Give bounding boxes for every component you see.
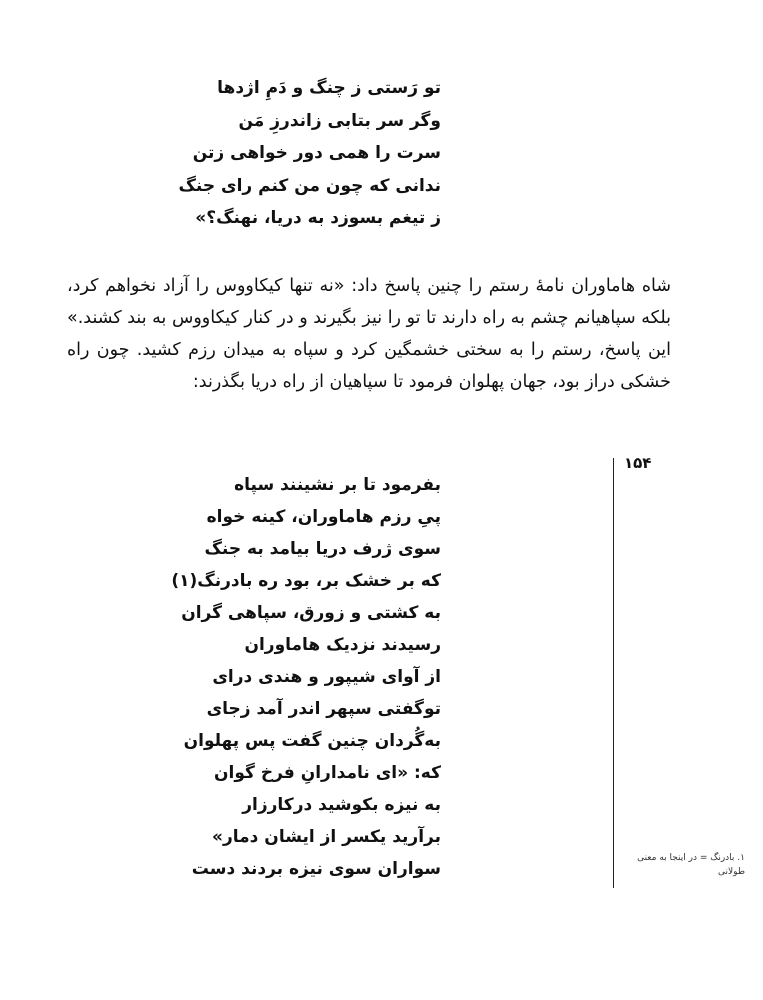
verse-line: توگفتی سپهر اندر آمد زجای: [206, 699, 441, 719]
verse-line: ز تیغم بسوزد به دریا، نهنگ؟»: [195, 208, 441, 228]
verse-line: رسیدند نزدیک هاماوران: [244, 635, 441, 655]
verse-line: به‌گُردان چنین گفت پس پهلوان: [183, 731, 441, 751]
page-number: ۱۵۴: [624, 454, 652, 472]
verse-line: از آوای شیپور و هندی درای: [212, 667, 441, 687]
margin-divider: [613, 458, 614, 888]
verse-line: وگر سر بتابی زاندرزِ مَن: [238, 110, 441, 131]
verse-line: به نیزه بکوشید درکارزار: [242, 795, 441, 815]
verse-line: پیِ رزم هاماوران، کینه خواه: [206, 507, 441, 527]
verse-line: برآرید یکسر از ایشان دمار»: [211, 827, 441, 847]
verse-line: که: «ای نامدارانِ فرخ گوان: [214, 763, 441, 783]
verse-line: بفرمود تا بر نشینند سپاه: [234, 475, 441, 495]
verse-line: که بر خشک بر، بود ره بادرنگ(۱): [171, 571, 441, 591]
verse-line: سوی ژرف دریا بیامد به جنگ: [204, 539, 441, 559]
verse-line: سرت را همی دور خواهی زتن: [192, 143, 441, 163]
verse-line: سواران سوی نیزه بردند دست: [191, 859, 441, 879]
verse-line: به کشتی و زورق، سپاهی گران: [181, 603, 441, 623]
verse-block-bottom: [171, 469, 441, 885]
footnote: ۱. بادرنگ = در اینجا به معنی طولانی: [637, 853, 745, 877]
verse-line: تو رَستی ز چنگ و دَمِ اژدها: [217, 78, 441, 98]
verse-line: ندانی که چون من کنم رای جنگ: [178, 175, 441, 196]
prose-paragraph: شاه هاماوران نامۀ رستم را چنین پاسخ داد: «نه تنها کیکاووس را آزاد نخواهم کرد، بلکه سپاهیانم چشم به راه دارند تا تو را نیز بگیرند و در کنار کیکاووس به بند کشند.» این پاسخ، رستم را به سختی خشمگین کرد و سپاه به میدان رزم کشید. چون راه خشکی دراز بود، جهان پهلوان فرمود تا سپاهیان از راه دریا بگذرند:: [67, 276, 671, 392]
verse-block-top: [178, 72, 441, 235]
